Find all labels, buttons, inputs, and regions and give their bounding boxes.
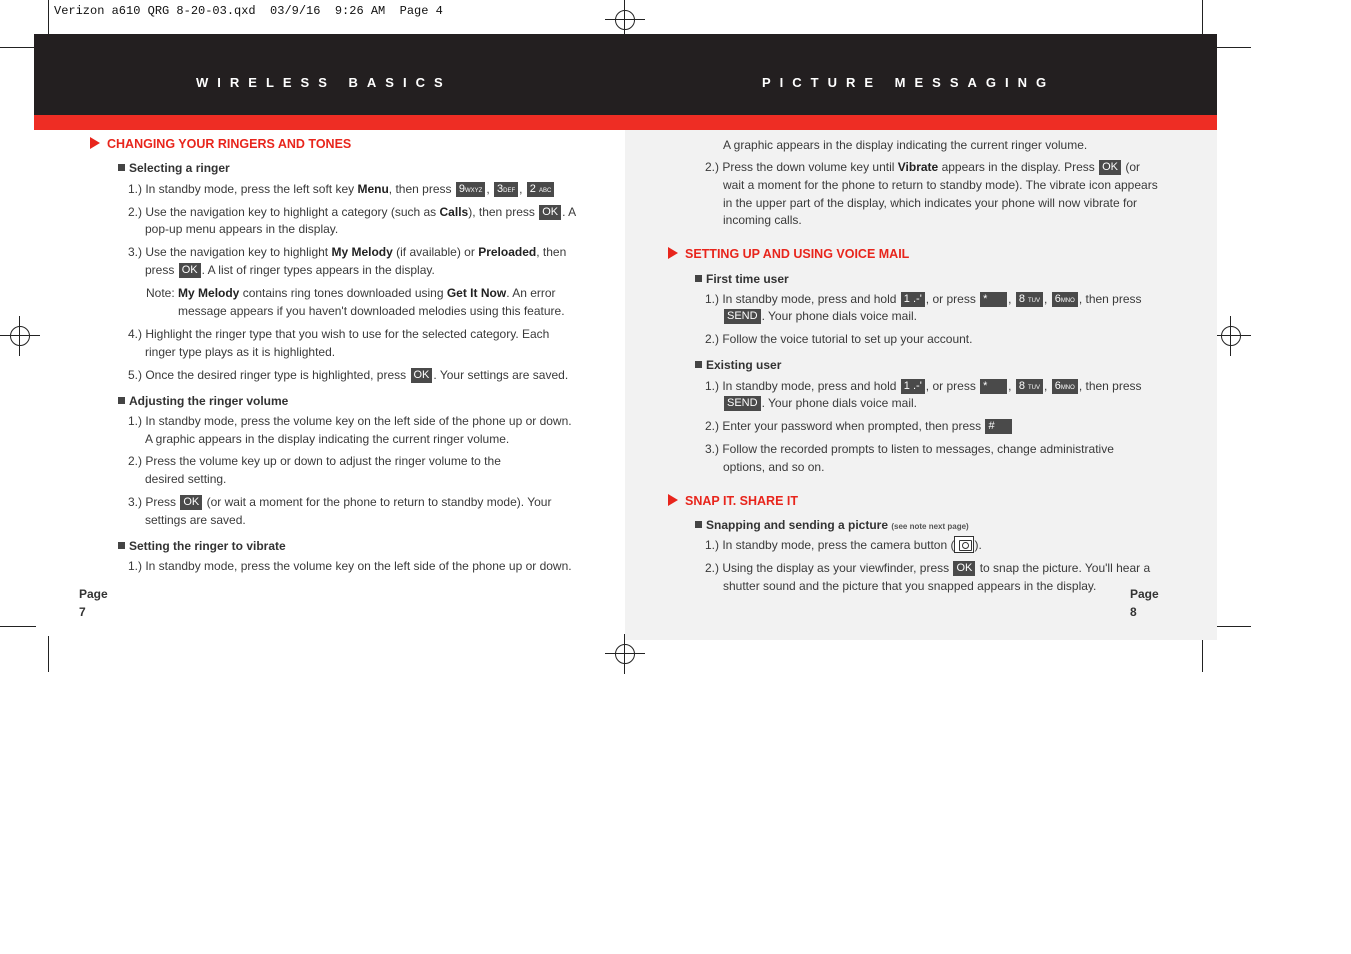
subheading: Setting the ringer to vibrate: [118, 537, 286, 555]
step-text: shutter sound and the picture that you snapped appears in the display.: [723, 579, 1097, 593]
left-page-title: WIRELESS BASICS: [196, 75, 452, 90]
key-9-icon: 9WXYZ: [456, 182, 485, 197]
crop-mark: [1215, 626, 1251, 627]
crop-mark: [0, 626, 36, 627]
step-text: ringer type plays as it is highlighted.: [145, 345, 336, 359]
accent-bar: [34, 115, 1217, 130]
square-bullet-icon: [695, 275, 702, 282]
step-text: 1.) In standby mode, press the left soft key Menu, then press 9WXYZ , 3DEF , 2 ABC: [128, 180, 555, 198]
square-bullet-icon: [118, 542, 125, 549]
send-key-icon: SEND: [724, 309, 761, 324]
ok-key-icon: OK: [1099, 160, 1121, 175]
step-text: 3.) Use the navigation key to highlight My Melody (if available) or Preloaded, then: [128, 245, 567, 259]
key-6-icon: 6MNO: [1052, 379, 1078, 394]
key-2-icon: 2 ABC: [527, 182, 555, 197]
triangle-bullet-icon: [90, 137, 100, 149]
square-bullet-icon: [118, 164, 125, 171]
step-text: 2.) Enter your password when prompted, then press #: [705, 417, 1013, 435]
step-text: 3.) Follow the recorded prompts to listen to messages, change administrative: [705, 442, 1114, 456]
subheading: Adjusting the ringer volume: [118, 392, 288, 410]
ok-key-icon: OK: [539, 205, 561, 220]
step-text: SEND . Your phone dials voice mail.: [723, 394, 917, 412]
ok-key-icon: OK: [179, 263, 201, 278]
step-text: pop-up menu appears in the display.: [145, 222, 339, 236]
note-text: message appears if you haven't downloaded melodies using this feature.: [178, 304, 565, 318]
step-text: options, and so on.: [723, 460, 825, 474]
section-heading: SNAP IT. SHARE IT: [668, 492, 798, 510]
crop-mark: [48, 0, 49, 36]
section-heading: CHANGING YOUR RINGERS AND TONES: [90, 135, 351, 153]
step-text: A graphic appears in the display indicating the current ringer volume.: [723, 138, 1088, 152]
send-key-icon: SEND: [724, 396, 761, 411]
square-bullet-icon: [695, 521, 702, 528]
key-1-icon: 1 .-': [901, 379, 925, 394]
step-text: in the upper part of the display, which indicates your phone will now vibrate for: [723, 196, 1138, 210]
step-text: 1.) In standby mode, press and hold 1 .-' , or press * , 8 TUV , 6MNO , then press: [705, 292, 1142, 306]
key-8-icon: 8 TUV: [1016, 292, 1043, 307]
section-heading: SETTING UP AND USING VOICE MAIL: [668, 245, 909, 263]
subheading: Selecting a ringer: [118, 159, 230, 177]
camera-icon: [954, 536, 974, 553]
crop-mark: [1215, 47, 1251, 48]
subheading: Existing user: [695, 356, 781, 374]
step-text: 1.) In standby mode, press the volume key on the left side of the phone up or down.: [128, 559, 572, 573]
ok-key-icon: OK: [953, 561, 975, 576]
registration-mark-icon: [0, 316, 40, 356]
crop-mark: [0, 47, 36, 48]
step-text: settings are saved.: [145, 513, 246, 527]
key-1-icon: 1 .-': [901, 292, 925, 307]
file-slug: Verizon a610 QRG 8-20-03.qxd 03/9/16 9:26 AM Page 4: [54, 4, 443, 18]
crop-mark: [1202, 0, 1203, 36]
step-text: 4.) Highlight the ringer type that you wish to use for the selected category. Each: [128, 327, 550, 341]
step-text: incoming calls.: [723, 213, 802, 227]
square-bullet-icon: [118, 397, 125, 404]
step-text: desired setting.: [145, 472, 227, 486]
page-number: Page 7: [79, 587, 108, 619]
step-text: 2.) Using the display as your viewfinder, press OK to snap the picture. You'll hear a: [705, 561, 1151, 575]
subheading: First time user: [695, 270, 789, 288]
step-text: press OK . A list of ringer types appears in the display.: [145, 263, 435, 277]
key-8-icon: 8 TUV: [1016, 379, 1043, 394]
step-text: 3.) Press OK (or wait a moment for the phone to return to standby mode). Your: [128, 495, 552, 509]
ok-key-icon: OK: [411, 368, 433, 383]
triangle-bullet-icon: [668, 494, 678, 506]
crop-mark: [48, 636, 49, 672]
step-text: 2.) Press the volume key up or down to adjust the ringer volume to the: [128, 454, 501, 468]
square-bullet-icon: [695, 361, 702, 368]
page-number: Page 8: [1130, 587, 1159, 619]
subheading: Snapping and sending a picture (see note next page): [695, 516, 969, 536]
note-text: Note: My Melody contains ring tones downloaded using Get It Now. An error: [146, 286, 556, 300]
hash-key-icon: #: [985, 419, 1012, 434]
right-page-title: PICTURE MESSAGING: [762, 75, 1056, 90]
star-key-icon: *: [980, 292, 1007, 307]
triangle-bullet-icon: [668, 247, 678, 259]
step-text: 2.) Press the down volume key until Vibrate appears in the display. Press OK (or: [705, 160, 1141, 174]
step-text: wait a moment for the phone to return to standby mode). The vibrate icon appears: [723, 178, 1158, 192]
step-text: SEND . Your phone dials voice mail.: [723, 307, 917, 325]
step-text: 2.) Follow the voice tutorial to set up your account.: [705, 332, 973, 346]
registration-mark-icon: [1211, 316, 1251, 356]
registration-mark-icon: [605, 634, 645, 674]
step-text: A graphic appears in the display indicating the current ringer volume.: [145, 432, 510, 446]
step-text: 1.) In standby mode, press and hold 1 .-' , or press * , 8 TUV , 6MNO , then press: [705, 379, 1142, 393]
step-text: 2.) Use the navigation key to highlight a category (such as Calls), then press OK . A: [128, 205, 577, 219]
crop-mark: [1202, 636, 1203, 672]
step-text: 5.) Once the desired ringer type is highlighted, press OK . Your settings are saved.: [128, 368, 569, 382]
key-3-icon: 3DEF: [494, 182, 518, 197]
star-key-icon: *: [980, 379, 1007, 394]
ok-key-icon: OK: [180, 495, 202, 510]
step-text: 1.) In standby mode, press the volume key on the left side of the phone up or down.: [128, 414, 572, 428]
step-text: 1.) In standby mode, press the camera button ( ).: [705, 538, 982, 552]
key-6-icon: 6MNO: [1052, 292, 1078, 307]
